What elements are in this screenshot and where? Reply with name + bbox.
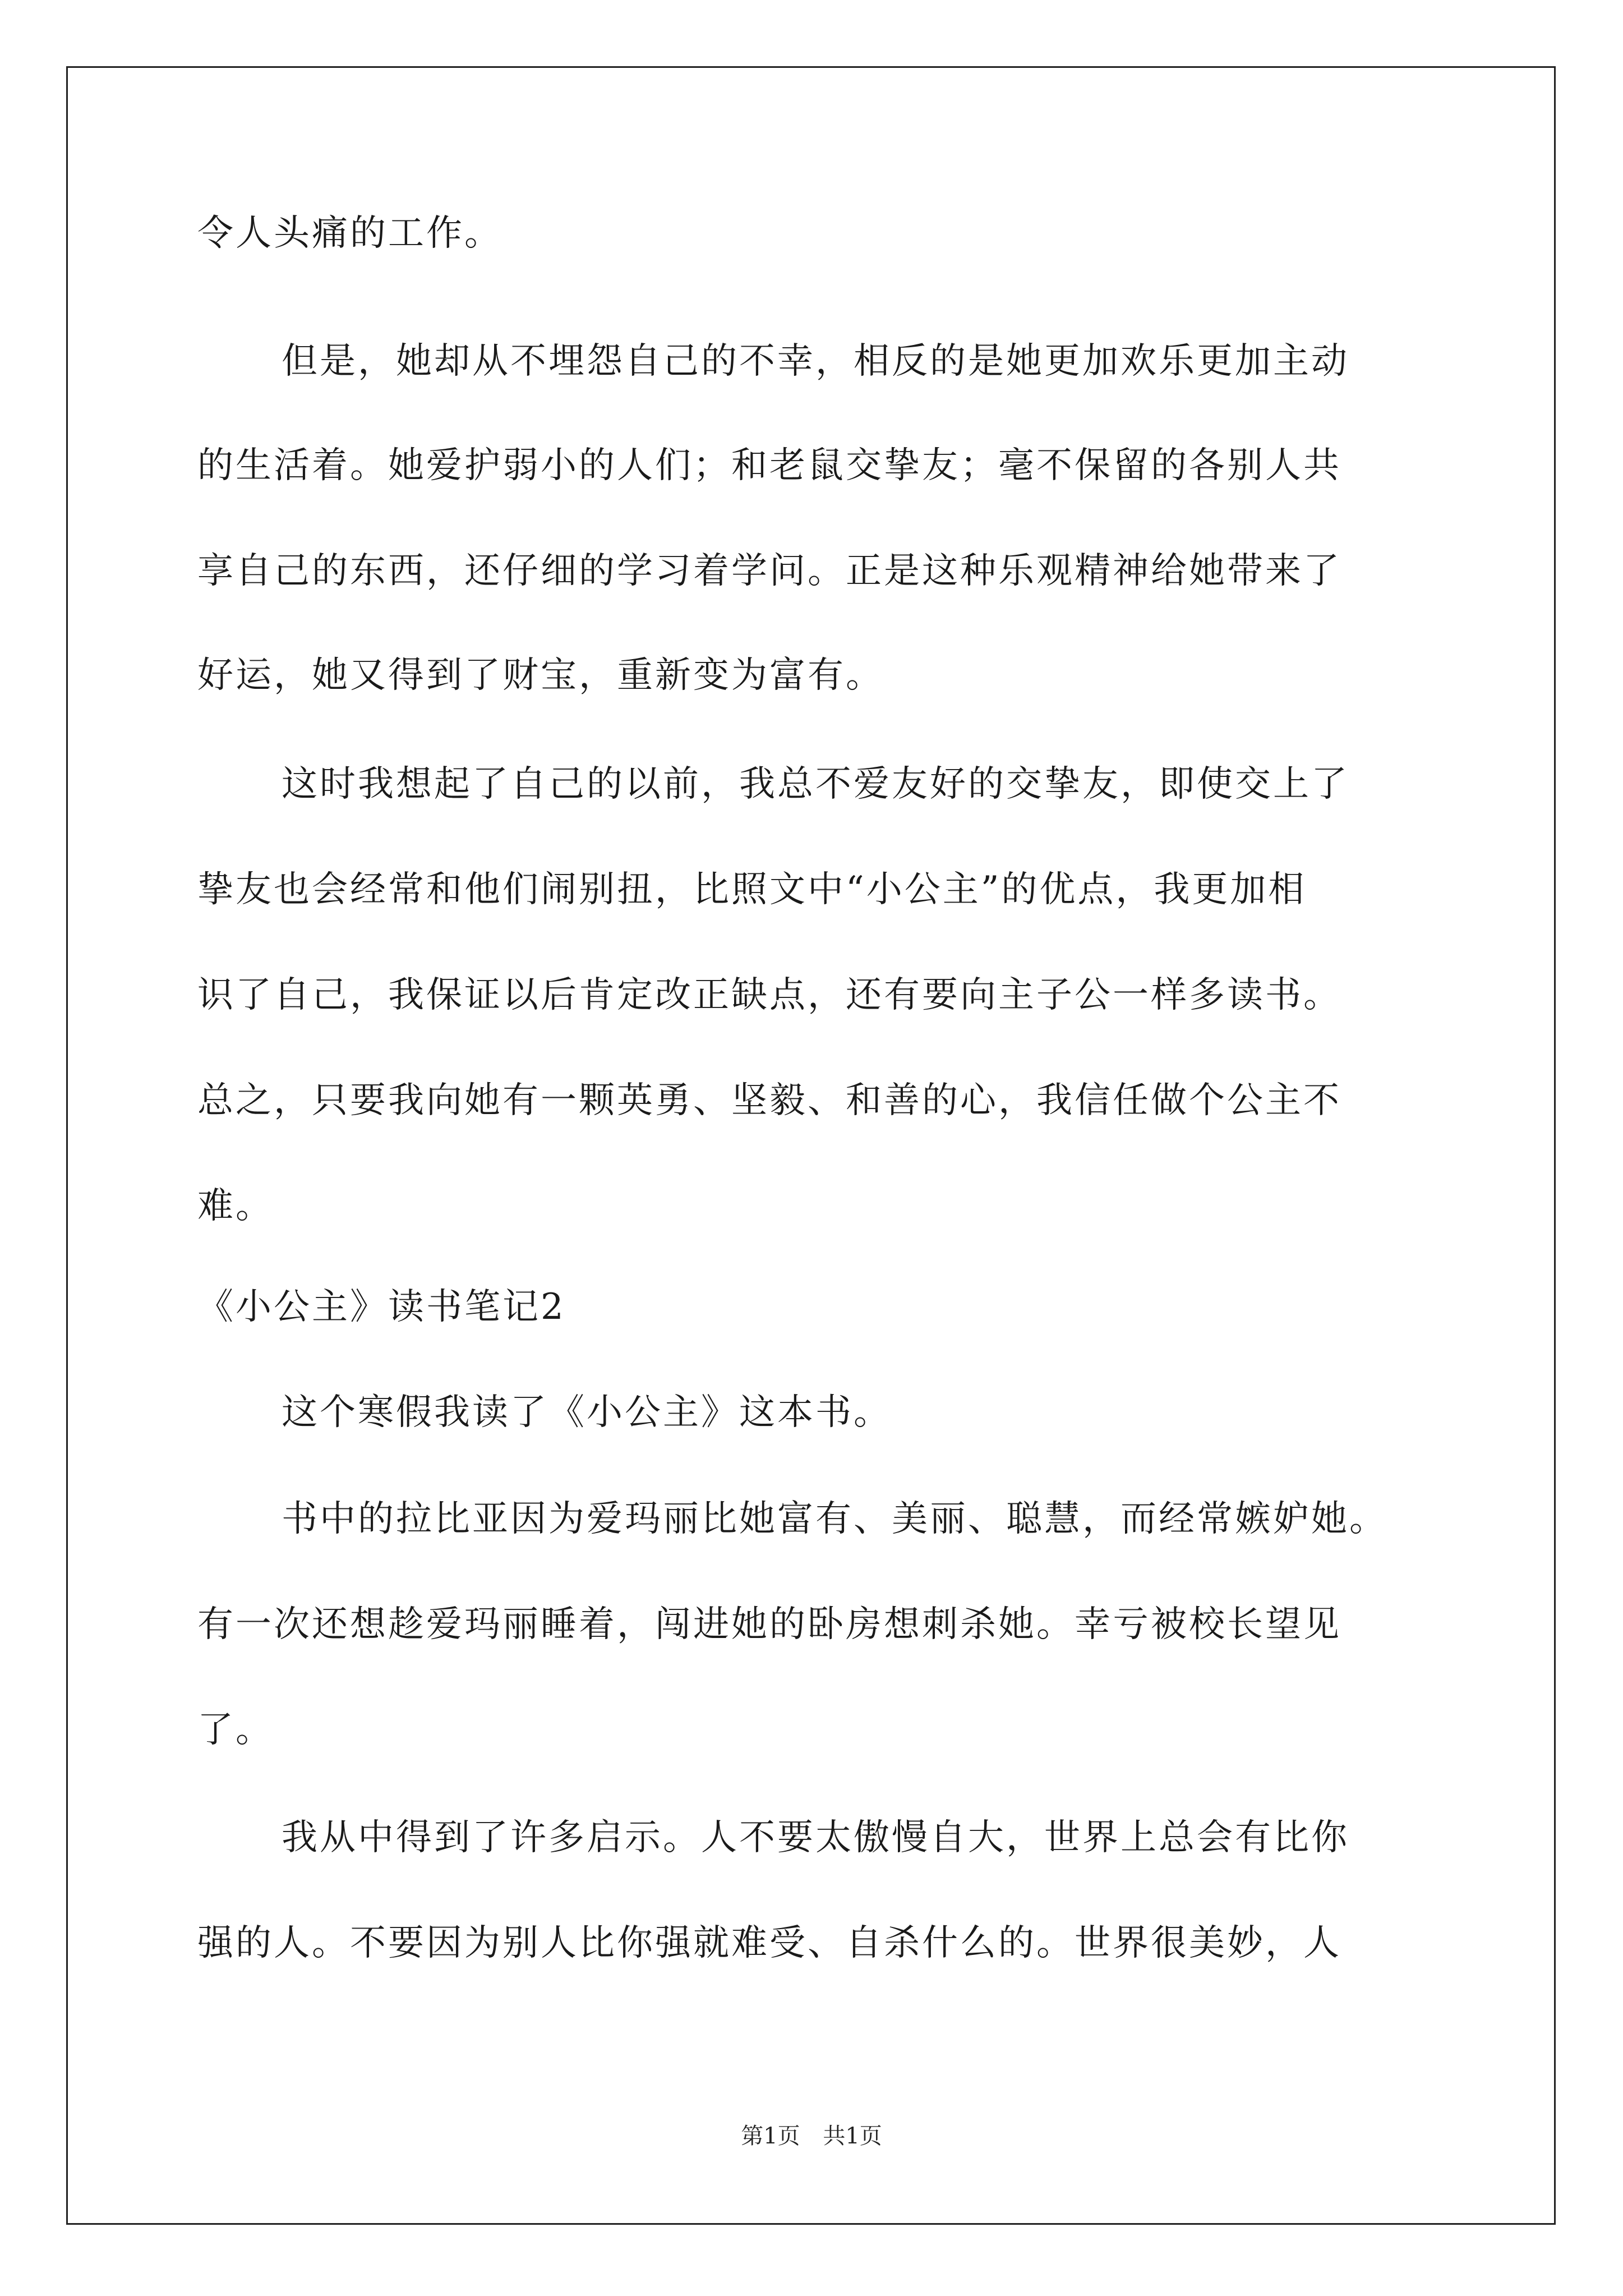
page-footer <box>0 2125 1623 2147</box>
paragraph-start: 这个寒假我读了《小公主》这本书。 <box>282 1392 892 1433</box>
text-line: 强的人。不要因为别人比你强就难受、自杀什么的。世界很美妙，人 <box>197 1922 1341 1964</box>
page-total: 共1页 <box>823 2123 882 2149</box>
paragraph-start: 这时我想起了自己的以前，我总不爱友好的交挚友，即使交上了 <box>282 763 1349 805</box>
paragraph-start: 但是，她却从不埋怨自己的不幸，相反的是她更加欢乐更加主动 <box>282 341 1349 382</box>
text-line: 令人头痛的工作。 <box>197 213 502 254</box>
text-line: 了。 <box>197 1709 274 1751</box>
paragraph-start: 书中的拉比亚因为爱玛丽比她富有、美丽、聪慧，而经常嫉妒她。 <box>282 1498 1387 1540</box>
document-body <box>197 0 1470 2076</box>
text-line: 的生活着。她爱护弱小的人们；和老鼠交挚友；毫不保留的各别人共 <box>197 445 1341 486</box>
text-line: 有一次还想趁爱玛丽睡着，闯进她的卧房想刺杀她。幸亏被校长望见 <box>197 1604 1341 1645</box>
text-line: 享自己的东西，还仔细的学习着学问。正是这种乐观精神给她带来了 <box>197 550 1341 592</box>
text-line: 难。 <box>197 1185 274 1227</box>
text-line: 好运，她又得到了财宝，重新变为富有。 <box>197 655 884 696</box>
text-line: 总之，只要我向她有一颗英勇、坚毅、和善的心，我信任做个公主不 <box>197 1080 1341 1121</box>
paragraph-start: 我从中得到了许多启示。人不要太傲慢自大，世界上总会有比你 <box>282 1817 1349 1858</box>
section-heading: 《小公主》读书笔记2 <box>197 1286 566 1328</box>
page-number: 第1页 <box>741 2123 800 2149</box>
text-line: 识了自己，我保证以后肯定改正缺点，还有要向主子公一样多读书。 <box>197 974 1341 1016</box>
text-line: 挚友也会经常和他们闹别扭，比照文中“小公主”的优点，我更加相 <box>197 869 1307 910</box>
